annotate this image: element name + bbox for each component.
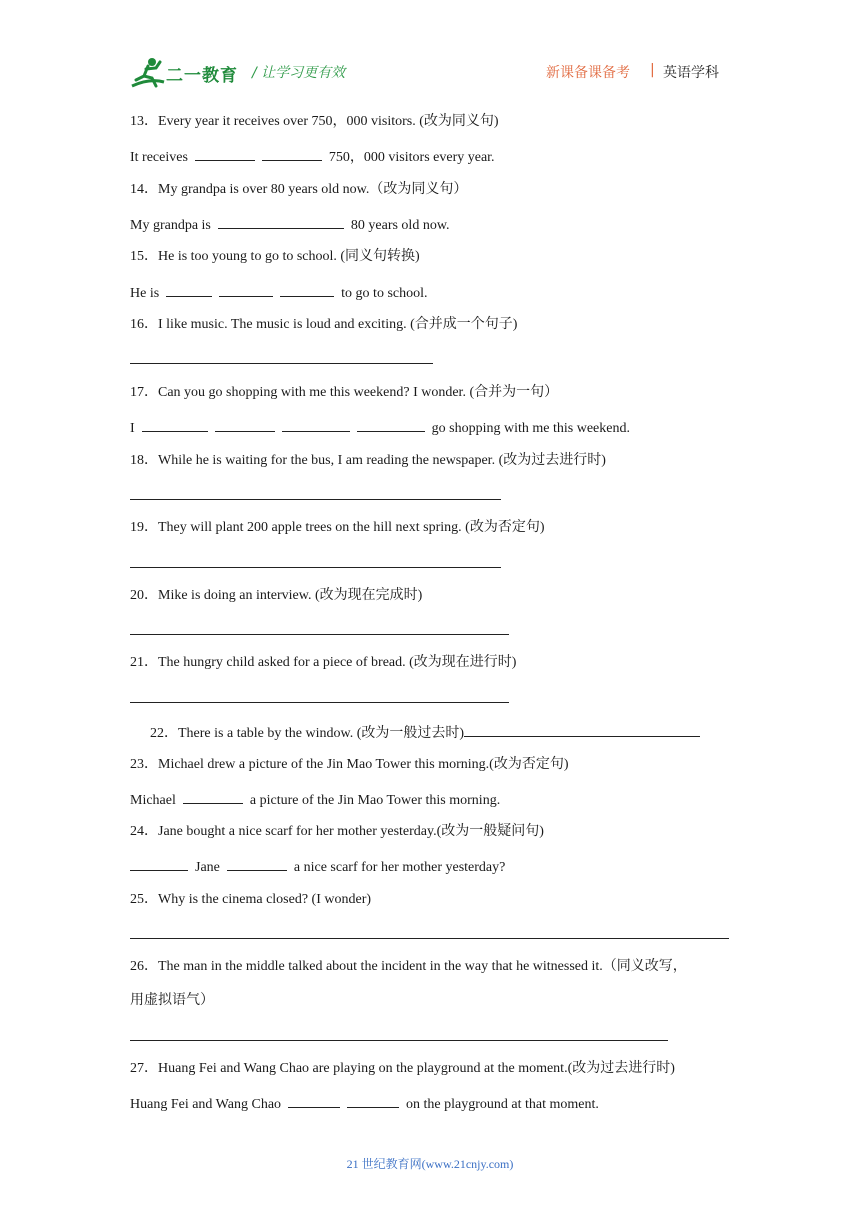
question-22 bbox=[150, 722, 700, 743]
answer-17 bbox=[130, 418, 630, 438]
answer-text: My grandpa is bbox=[130, 218, 211, 233]
answer-line-26[interactable] bbox=[130, 1040, 668, 1041]
question-14: 14．My grandpa is over 80 years old now.（改为同义句） bbox=[130, 182, 468, 197]
answer-15 bbox=[130, 283, 428, 303]
question-23: 23．Michael drew a picture of the Jin Mao Tower this morning.(改为否定句) bbox=[130, 757, 569, 772]
answer-blank[interactable] bbox=[227, 857, 287, 871]
course-label: 新课备课备考 bbox=[546, 65, 630, 81]
question-17: 17．Can you go shopping with me this weekend? I wonder. (合并为一句） bbox=[130, 385, 559, 400]
answer-text: go shopping with me this weekend. bbox=[431, 421, 630, 436]
answer-text: Huang Fei and Wang Chao bbox=[130, 1097, 282, 1112]
answer-blank[interactable] bbox=[464, 722, 700, 737]
question-20: 20．Mike is doing an interview. (改为现在完成时) bbox=[130, 588, 423, 603]
answer-blank[interactable] bbox=[142, 418, 208, 432]
answer-text: I bbox=[130, 421, 135, 436]
answer-blank[interactable] bbox=[195, 147, 255, 161]
answer-blank[interactable] bbox=[130, 857, 188, 871]
question-25: 25．Why is the cinema closed? (I wonder) bbox=[130, 892, 372, 907]
answer-14 bbox=[130, 215, 450, 235]
logo-text: 二一教育 bbox=[166, 66, 238, 86]
answer-text: a picture of the Jin Mao Tower this morning. bbox=[249, 793, 501, 808]
answer-13 bbox=[130, 147, 495, 167]
answer-blank[interactable] bbox=[166, 283, 212, 297]
answer-line-19[interactable] bbox=[130, 567, 501, 568]
answer-line-21[interactable] bbox=[130, 702, 509, 703]
answer-text: on the playground at that moment. bbox=[406, 1097, 599, 1112]
answer-blank[interactable] bbox=[183, 790, 243, 804]
question-13: 13．Every year it receives over 750，000 visitors. (改为同义句) bbox=[130, 114, 499, 129]
answer-line-16[interactable] bbox=[130, 363, 433, 364]
answer-blank[interactable] bbox=[357, 418, 425, 432]
answer-text: a nice scarf for her mother yesterday? bbox=[293, 860, 506, 875]
answer-text: 80 years old now. bbox=[350, 218, 450, 233]
answer-blank[interactable] bbox=[347, 1094, 399, 1108]
answer-line-25[interactable] bbox=[130, 938, 729, 939]
answer-23 bbox=[130, 790, 500, 810]
slogan: / 让学习更有效 bbox=[252, 65, 346, 81]
header-separator: | bbox=[650, 62, 655, 78]
answer-24 bbox=[130, 857, 505, 877]
question-18: 18．While he is waiting for the bus, I am reading the newspaper. (改为过去进行时) bbox=[130, 453, 606, 468]
answer-blank[interactable] bbox=[282, 418, 350, 432]
question-26-line2: 用虚拟语气） bbox=[130, 993, 214, 1008]
question-26-line1: 26．The man in the middle talked about the incident in the way that he witnessed it.（同义改写， bbox=[130, 959, 687, 974]
question-text: 22．There is a table by the window. (改为一般过去时) bbox=[150, 726, 465, 741]
question-16: 16．I like music. The music is loud and exciting. (合并成一个句子) bbox=[130, 317, 518, 332]
answer-text: Jane bbox=[195, 860, 220, 875]
answer-blank[interactable] bbox=[215, 418, 275, 432]
answer-blank[interactable] bbox=[288, 1094, 340, 1108]
question-27: 27．Huang Fei and Wang Chao are playing on the playground at the moment.(改为过去进行时) bbox=[130, 1061, 675, 1076]
question-19: 19．They will plant 200 apple trees on the hill next spring. (改为否定句) bbox=[130, 520, 545, 535]
answer-blank[interactable] bbox=[262, 147, 322, 161]
answer-text: to go to school. bbox=[341, 286, 428, 301]
answer-blank[interactable] bbox=[219, 283, 273, 297]
question-24: 24．Jane bought a nice scarf for her mother yesterday.(改为一般疑问句) bbox=[130, 824, 544, 839]
answer-line-20[interactable] bbox=[130, 634, 509, 635]
answer-blank[interactable] bbox=[218, 215, 344, 229]
question-15: 15．He is too young to go to school. (同义句转换) bbox=[130, 249, 420, 264]
answer-line-18[interactable] bbox=[130, 499, 501, 500]
answer-blank[interactable] bbox=[280, 283, 334, 297]
answer-text: It receives bbox=[130, 150, 188, 165]
page-header bbox=[0, 0, 860, 100]
subject-label: 英语学科 bbox=[663, 65, 719, 81]
page-footer: 21 世纪教育网(www.21cnjy.com) bbox=[346, 1157, 514, 1171]
question-21: 21．The hungry child asked for a piece of bread. (改为现在进行时) bbox=[130, 655, 517, 670]
answer-text: 750，000 visitors every year. bbox=[328, 150, 495, 165]
answer-27 bbox=[130, 1094, 599, 1114]
answer-text: He is bbox=[130, 286, 160, 301]
answer-text: Michael bbox=[130, 793, 176, 808]
